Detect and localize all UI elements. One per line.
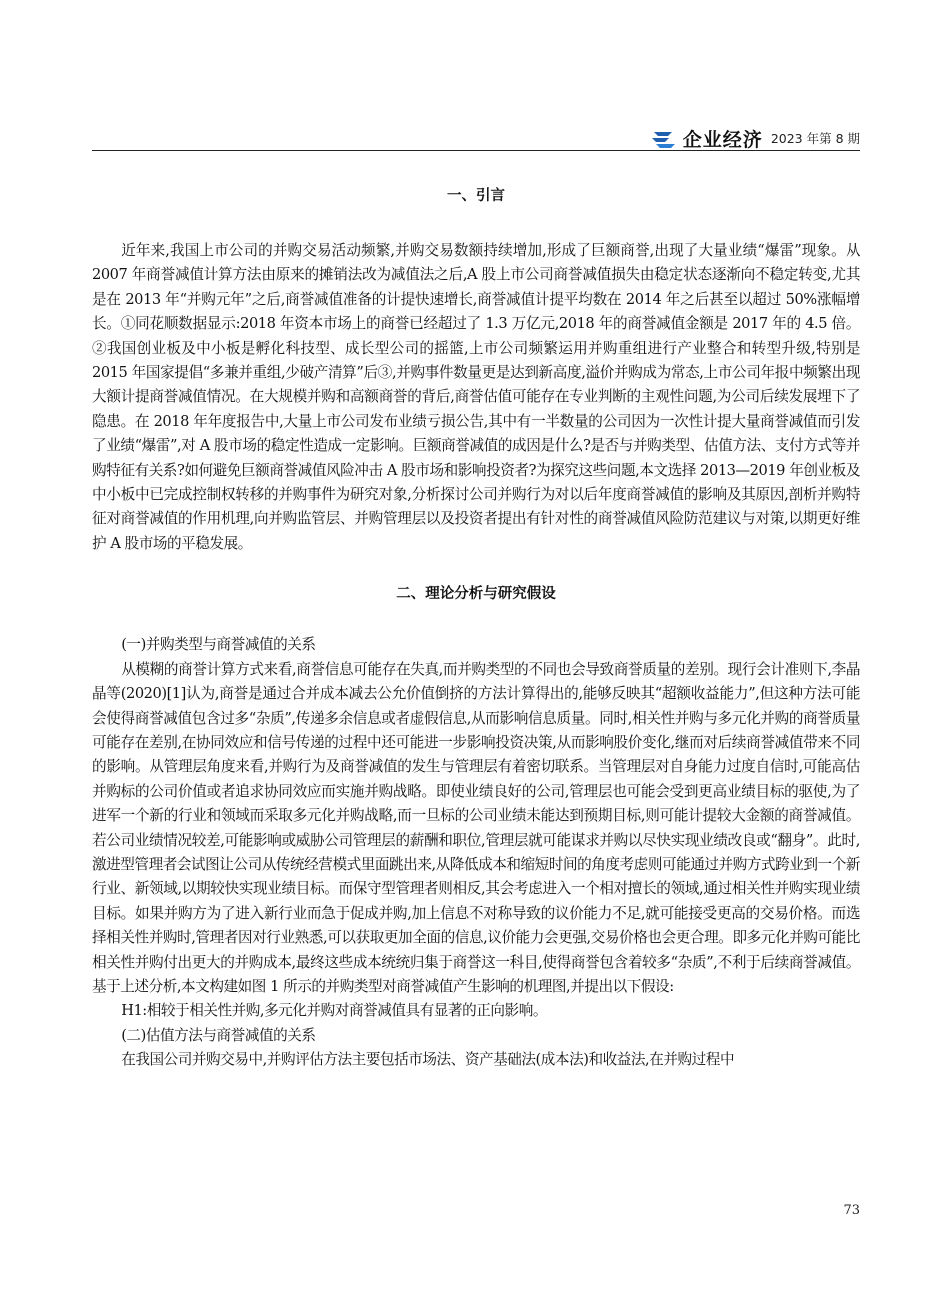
running-header xyxy=(92,126,860,150)
journal-masthead xyxy=(651,126,860,150)
header-rule xyxy=(92,150,860,151)
issue-label: 2023 年第 8 期 xyxy=(770,131,860,146)
merger-type-paragraph: 从模糊的商誉计算方式来看,商誉信息可能存在失真,而并购类型的不同也会导致商誉质量的差别。现行会计准则下,李晶晶等(2020)[1]认为,商誉是通过合并成本减去公允价值倒挤的方法计算得出的,能够反映其“超额收益能力”,但这种方法可能会使得商誉减值包含过多“杂质”,传递多余信息或者虚假信息,从而影响信息质量。同时,相关性并购与多元化并购的商誉质量可能存在差别,在协同效应和信号传递的过程中还可能进一步影响投资决策,从而影响股价变化,继而对后续商誉减值带来不同的影响。从管理层角度来看,并购行为及商誉减值的发生与管理层有着密切联系。当管理层对自身能力过度自信时,可能高估并购标的公司价值或者追求协同效应而实施并购战略。即使业绩良好的公司,管理层也可能会受到更高业绩目标的驱使,为了进军一个新的行业和领域而采取多元化并购战略,而一旦标的公司业绩未能达到预期目标,则可能计提较大金额的商誉减值。若公司业绩情况较差,可能影响或威胁公司管理层的薪酬和职位,管理层就可能谋求并购以尽快实现业绩改良或“翻身”。此时,激进型管理者会试图让公司从传统经营模式里面跳出来,从降低成本和缩短时间的角度考虑则可能通过并购方式跨业到一个新行业、新领域,以期较快实现业绩目标。而保守型管理者则相反,其会考虑进入一个相对擅长的领域,通过相关性并购实现业绩目标。如果并购方为了进入新行业而急于促成并购,加上信息不对称导致的议价能力不足,就可能接受更高的交易价格。而选择相关性并购时,管理者因对行业熟悉,可以获取更加全面的信息,议价能力会更强,交易价格也会更合理。即多元化并购可能比相关性并购付出更大的并购成本,最终这些成本统统归集于商誉这一科目,使得商誉包含着较多“杂质”,不利于后续商誉减值。基于上述分析,本文构建如图 1 所示的并购类型对商誉减值产生影响的机理图,并提出以下假设: xyxy=(92,660,860,995)
article-body xyxy=(92,178,860,1073)
page-number: 73 xyxy=(843,1203,860,1218)
subsection-title-merger-type: (一)并购类型与商誉减值的关系 xyxy=(121,636,316,654)
hypothesis-h1: H1:相较于相关性并购,多元化并购对商誉减值具有显著的正向影响。 xyxy=(121,1002,547,1020)
journal-logo-icon xyxy=(651,128,677,148)
valuation-paragraph: 在我国公司并购交易中,并购评估方法主要包括市场法、资产基础法(成本法)和收益法,在并购过程中 xyxy=(121,1051,735,1069)
intro-paragraph: 近年来,我国上市公司的并购交易活动频繁,并购交易数额持续增加,形成了巨额商誉,出现了大量业绩“爆雷”现象。从 2007 年商誉减值计算方法由原来的摊销法改为减值法之后,A 股上市公司商誉减值损失由稳定状态逐渐向不稳定转变,尤其是在 2013 年“并购元年”之后,商誉减值准备的计提快速增长,商誉减值计提平均数在 2014 年之后甚至以超过 50%涨幅增长。①同花顺数据显示:2018 年资本市场上的商誉已经超过了 1.3 万亿元,2018 年的商誉减值金额是 2017 年的 4.5 倍。②我国创业板及中小板是孵化科技型、成长型公司的摇篮,上市公司频繁运用并购重组进行产业整合和转型升级,特别是 2015 年国家提倡“多兼并重组,少破产清算”后③,并购事件数量更是达到新高度,溢价并购成为常态,上市公司年报中频繁出现大额计提商誉减值情况。在大规模并购和高额商誉的背后,商誉估值可能存在专业判断的主观性问题,为公司后续发展埋下了隐患。在 2018 年年度报告中,大量上市公司发布业绩亏损公告,其中有一半数量的公司因为一次性计提大量商誉减值而引发了业绩“爆雷”,对 A 股市场的稳定性造成一定影响。巨额商誉减值的成因是什么?是否与并购类型、估值方法、支付方式等并购特征有关系?如何避免巨额商誉减值风险冲击 A 股市场和影响投资者?为探究这些问题,本文选择 2013—2019 年创业板及中小板中已完成控制权转移的并购事件为研究对象,分析探讨公司并购行为对以后年度商誉减值的影响及其原因,剖析并购特征对商誉减值的作用机理,向并购监管层、并购管理层以及投资者提出有针对性的商誉减值风险防范建议与对策,以期更好维护 A 股市场的平稳发展。 xyxy=(92,242,860,552)
subsection-title-valuation: (二)估值方法与商誉减值的关系 xyxy=(121,1026,316,1044)
section-title-theory: 二、理论分析与研究假设 xyxy=(396,586,556,603)
section-title-intro: 一、引言 xyxy=(447,188,505,204)
journal-name: 企业经济 xyxy=(682,128,763,151)
